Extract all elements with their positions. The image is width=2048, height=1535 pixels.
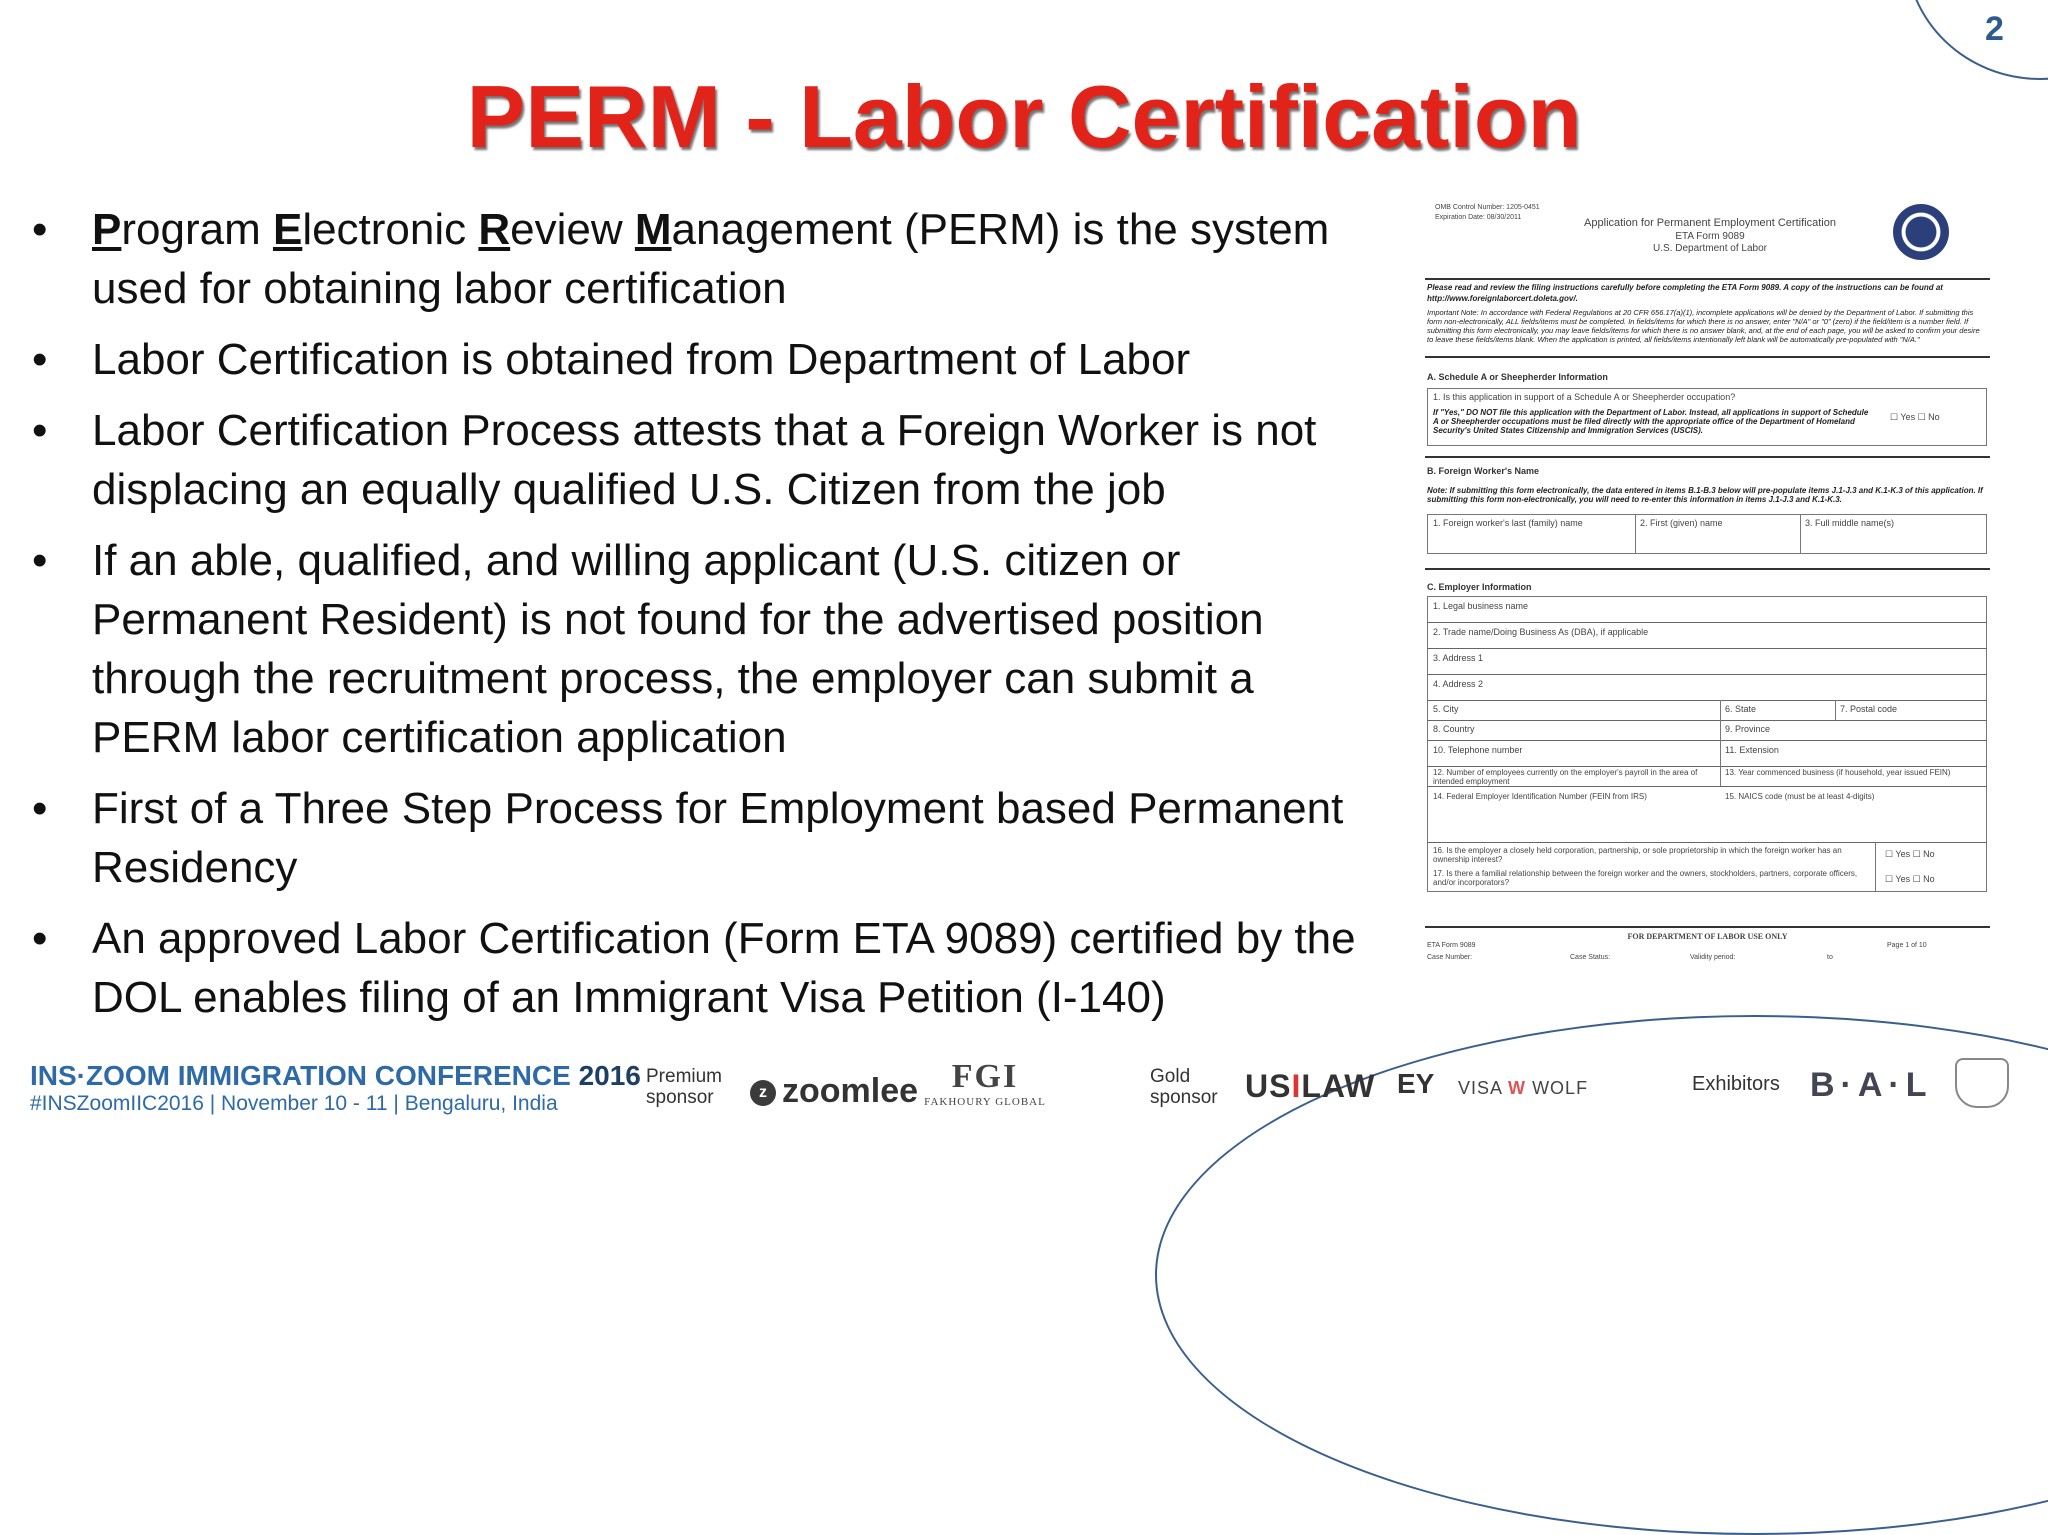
visa-wolf-logo: VISA W WOLF (1458, 1078, 1589, 1098)
bullet-text: Labor Certification Process attests that a Foreign Worker is not displacing an equally qualified U.S. Citizen from the job (92, 406, 1317, 514)
form-b3: 3. Full middle name(s) (1805, 518, 1895, 528)
form-c15: 15. NAICS code (must be at least 4-digits) (1725, 792, 1875, 801)
bullet-text-part: eview (510, 205, 635, 254)
form-c5: 5. City (1433, 704, 1459, 714)
form-c12: 12. Number of employees currently on the employer's payroll in the area of intended employment (1433, 768, 1698, 786)
form-foot-status: Case Status: (1570, 954, 1611, 961)
form-b-note: Note: If submitting this form electronically, the data entered in items B.1-B.3 below will pre-populate items J.1-J.3 and K.1-K.3 of this application. If submitting this form non-electronically, you will need to re-enter this information in items J.1-J.3 and K.1-K.3. (1427, 486, 1983, 504)
conference-year: 2016 (578, 1060, 641, 1091)
form-title-3: U.S. Department of Labor (1653, 243, 1767, 254)
bullet-item (30, 779, 1370, 897)
form-c13: 13. Year commenced business (if household, year issued FEIN) (1725, 768, 1951, 777)
dol-seal-icon (1893, 204, 1949, 260)
bullet-text-part: rogram (121, 205, 273, 254)
bullet-item (30, 330, 1370, 389)
exhibitors-label: Exhibitors (1692, 1073, 1780, 1095)
bullet-text-part: anagement (PERM) is the system used for obtaining labor certification (92, 205, 1330, 313)
form-foot-validity: Validity period: (1690, 954, 1736, 961)
crest-logo-icon (1955, 1058, 2009, 1108)
bullet-dot-icon: • (32, 914, 48, 963)
bullet-dot-icon: • (32, 784, 48, 833)
bullet-item (30, 531, 1370, 767)
bullet-text: An approved Labor Certification (Form ETA 9089) certified by the DOL enables filing of an Immigrant Visa Petition (I-140) (92, 914, 1356, 1022)
bullet-text: Labor Certification is obtained from Department of Labor (92, 335, 1191, 384)
bal-logo: B·A·L (1810, 1066, 1933, 1104)
ey-logo: EY (1397, 1068, 1435, 1099)
form-expiration: Expiration Date: 08/30/2011 (1435, 214, 1522, 221)
form-foot-to: to (1827, 954, 1833, 961)
fakhoury-global-logo: FGI FAKHOURY GLOBAL (924, 1058, 1046, 1108)
form-c8: 8. Country (1433, 724, 1475, 734)
form-c16: 16. Is the employer a closely held corporation, partnership, or sole proprietorship in which the foreign worker has an ownership interest? (1433, 846, 1842, 864)
bullet-dot-icon: • (32, 335, 48, 384)
form-foot-page: Page 1 of 10 (1887, 942, 1927, 949)
form-c4: 4. Address 2 (1433, 679, 1484, 689)
form-title-1: Application for Permanent Employment Certification (1584, 217, 1836, 229)
form-a-note: If "Yes," DO NOT file this application with the Department of Labor. Instead, all applications in support of Schedule A or Sheepherder occupations must be filed directly with the appropriate office of the Department of Homeland Security's United States Citizenship and Immigration Services (USCIS). (1433, 408, 1869, 435)
conference-name (30, 1060, 641, 1092)
form-title-2: ETA Form 9089 (1675, 231, 1745, 242)
bullet-item (30, 200, 1370, 318)
conference-subtitle: #INSZoomIIC2016 | November 10 - 11 | Bengaluru, India (30, 1092, 558, 1115)
bullet-text: If an able, qualified, and willing applicant (U.S. citizen or Permanent Resident) is not found for the advertised position through the recruitment process, the employer can submit a PERM labor certification application (92, 536, 1264, 762)
form-b2: 2. First (given) name (1640, 518, 1723, 528)
form-c2: 2. Trade name/Doing Business As (DBA), if applicable (1433, 627, 1649, 637)
bullet-dot-icon: • (32, 406, 48, 455)
bullet-list (30, 200, 1370, 1039)
bullet-dot-icon: • (32, 205, 48, 254)
premium-sponsor-label: Premium sponsor (646, 1066, 723, 1108)
form-c14: 14. Federal Employer Identification Number (FEIN from IRS) (1433, 792, 1647, 801)
form-c3: 3. Address 1 (1433, 653, 1484, 663)
bullet-text: First of a Three Step Process for Employment based Permanent Residency (92, 784, 1344, 892)
form-c10: 10. Telephone number (1433, 745, 1523, 755)
form-important-note: Important Note: In accordance with Federal Regulations at 20 CFR 656.17(a)(1), incomplete applications will be denied by the Department of Labor. If submitting this form non-electronically, ALL fields/items must be completed. In fields/items for which there is no answer, enter "N/A" or "0" (zero) if the field/item is a number field. If submitting this form electronically, you may leave fields/items for which there is no answer blank, and, at the end of each page, you will be asked to confirm your desire to leave these fields/items blank. When the application is printed, all fields/items intentionally left blank will be automatically pre-populated with "N/A." (1427, 308, 1980, 344)
slide-title: PERM - Labor Certification (466, 67, 1582, 166)
form-omb: OMB Control Number: 1205-0451 (1435, 204, 1540, 211)
form-c6: 6. State (1725, 704, 1757, 714)
bullet-item (30, 401, 1370, 519)
bullet-text-part: lectronic (302, 205, 479, 254)
form-section-c: C. Employer Information (1427, 582, 1532, 592)
form-c7: 7. Postal code (1840, 704, 1898, 714)
form-b1: 1. Foreign worker's last (family) name (1433, 518, 1583, 528)
form-c11: 11. Extension (1725, 745, 1779, 755)
form-foot-left: ETA Form 9089 (1427, 942, 1476, 949)
acronym-letter: R (478, 205, 511, 254)
acronym-letter: E (272, 205, 303, 254)
form-c16-yes-no: ☐ Yes ☐ No (1885, 849, 1935, 859)
form-c9: 9. Province (1725, 724, 1771, 734)
eta-form-9089-image (1415, 196, 2000, 971)
form-dol-use: FOR DEPARTMENT OF LABOR USE ONLY (1627, 932, 1788, 941)
acronym-letter: M (634, 205, 672, 254)
form-read-note: Please read and review the filing instructions carefully before completing the ETA Form 9089. A copy of the instructions can be found at http://www.foreignlaborcert.doleta.gov/. (1427, 283, 1943, 303)
zoomlee-logo: z zoomlee (750, 1072, 918, 1111)
form-foot-case: Case Number: (1427, 954, 1473, 961)
zoomlee-mark-icon: z (750, 1080, 776, 1106)
form-section-b: B. Foreign Worker's Name (1427, 466, 1540, 476)
bullet-dot-icon: • (32, 536, 48, 585)
form-a1: 1. Is this application in support of a Schedule A or Sheepherder occupation? (1433, 392, 1736, 402)
form-c17-yes-no: ☐ Yes ☐ No (1885, 874, 1935, 884)
bullet-item (30, 909, 1370, 1027)
conference-name-text: INS·ZOOM IMMIGRATION CONFERENCE (30, 1060, 571, 1091)
form-a-yes-no: ☐ Yes ☐ No (1890, 412, 1940, 422)
form-c17: 17. Is there a familial relationship between the foreign worker and the owners, stockholders, partners, corporate officers, and/or incorporators? (1433, 869, 1858, 887)
usilaw-logo: USILAW (1245, 1068, 1376, 1104)
slide-number: 2 (1985, 10, 2004, 48)
gold-sponsor-label: Gold sponsor (1150, 1066, 1218, 1108)
form-section-a: A. Schedule A or Sheepherder Information (1427, 372, 1608, 382)
acronym-letter: P (92, 205, 122, 254)
form-c1: 1. Legal business name (1433, 601, 1529, 611)
